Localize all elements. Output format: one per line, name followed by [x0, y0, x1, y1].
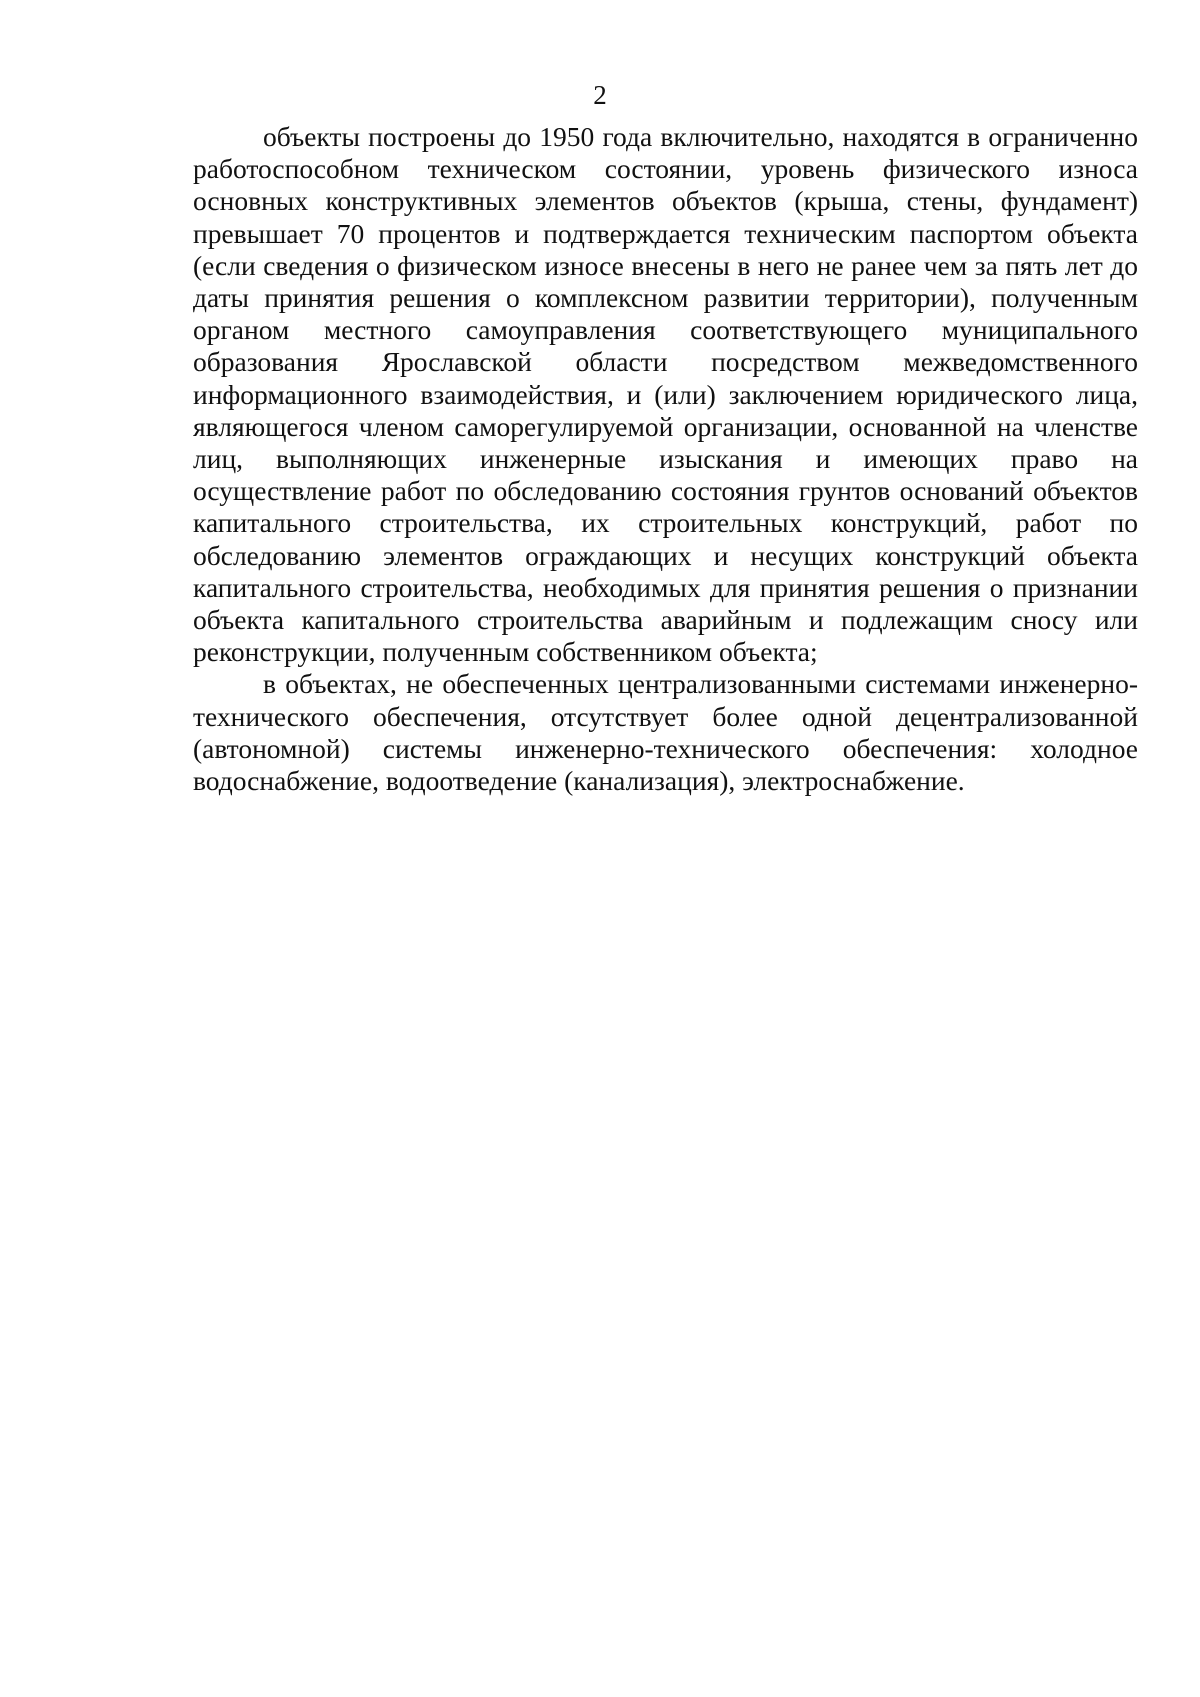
document-body	[193, 121, 1138, 797]
paragraph-engineering-systems: в объектах, не обеспеченных централизованными системами инженерно-технического обеспечения, отсутствует более одной децентрализованной (автономной) системы инженерно-технического обеспечения: холодное водоснабжение, водоотведение (канализация), электроснабжение.	[193, 668, 1138, 797]
page-number: 2	[593, 80, 607, 110]
paragraph-building-condition: объекты построены до 1950 года включительно, находятся в ограниченно работоспособном техническом состоянии, уровень физического износа основных конструктивных элементов объектов (крыша, стены, фундамент) превышает 70 процентов и подтверждается техническим паспортом объекта (если сведения о физическом износе внесены в него не ранее чем за пять лет до даты принятия решения о комплексном развитии территории), полученным органом местного самоуправления соответствующего муниципального образования Ярославской области посредством межведомственного информационного взаимодействия, и (или) заключением юридического лица, являющегося членом саморегулируемой организации, основанной на членстве лиц, выполняющих инженерные изыскания и имеющих право на осуществление работ по обследованию состояния грунтов оснований объектов капитального строительства, их строительных конструкций, работ по обследованию элементов ограждающих и несущих конструкций объекта капитального строительства, необходимых для принятия решения о признании объекта капитального строительства аварийным и подлежащим сносу или реконструкции, полученным собственником объекта;	[193, 121, 1138, 668]
